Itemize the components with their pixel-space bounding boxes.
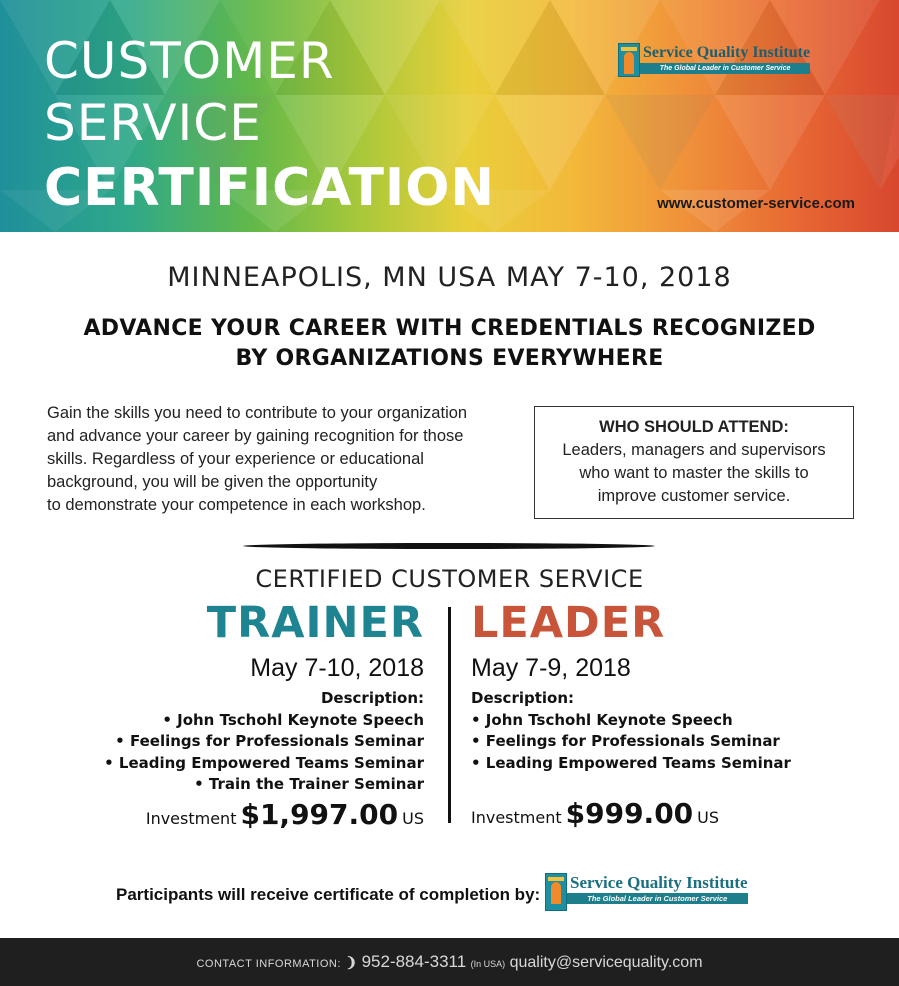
headline-line-2: BY ORGANIZATIONS EVERYWHERE <box>235 346 664 371</box>
email-link[interactable]: quality@servicequality.com <box>509 954 703 971</box>
list-item: • Feelings for Professionals Seminar <box>471 732 780 750</box>
intro-paragraph <box>47 402 507 517</box>
trainer-date: May 7-10, 2018 <box>250 654 424 682</box>
section-divider <box>243 543 655 549</box>
leader-date: May 7-9, 2018 <box>471 654 631 682</box>
headline-line-1: ADVANCE YOUR CAREER WITH CREDENTIALS RECOGNIZED <box>83 316 816 341</box>
certified-heading: CERTIFIED CUSTOMER SERVICE <box>255 565 644 593</box>
leader-description-label: Description: <box>471 689 575 707</box>
trainer-column <box>104 598 424 831</box>
website-link[interactable]: www.customer-service.com <box>657 195 855 212</box>
intro-line: and advance your career by gaining recognition for those <box>47 427 464 445</box>
leader-column <box>471 598 791 830</box>
archway-logo-icon <box>618 43 640 77</box>
list-item: • John Tschohl Keynote Speech <box>162 710 424 729</box>
intro-line: skills. Regardless of your experience or educational <box>47 450 424 468</box>
trainer-description-label: Description: <box>320 689 424 707</box>
list-item: • Leading Empowered Teams Seminar <box>471 753 791 772</box>
contact-footer <box>0 938 899 986</box>
intro-line: background, you will be given the opportunity <box>47 473 378 491</box>
investment-label: Investment <box>145 808 237 828</box>
sqi-logo-footer <box>545 873 748 911</box>
event-location-date: MINNEAPOLIS, MN USA MAY 7-10, 2018 <box>167 262 732 293</box>
headline <box>0 314 899 374</box>
investment-label: Investment <box>471 808 562 827</box>
attend-line: Leaders, managers and supervisors <box>562 441 826 459</box>
phone-region: (In USA) <box>470 959 506 969</box>
phone-number[interactable]: 952-884-3311 <box>361 952 467 971</box>
list-item: • Leading Empowered Teams Seminar <box>104 753 424 772</box>
logo-tagline: The Global Leader in Customer Service <box>567 893 748 904</box>
header-banner <box>0 0 899 232</box>
list-item: • John Tschohl Keynote Speech <box>471 710 733 729</box>
contact-label: CONTACT INFORMATION: <box>196 958 341 970</box>
leader-title: LEADER <box>471 598 666 648</box>
archway-logo-icon <box>545 873 567 911</box>
trainer-price: $1,997.00 <box>240 797 399 831</box>
attend-title: WHO SHOULD ATTEND: <box>599 418 789 436</box>
title-line-3: CERTIFICATION <box>44 158 495 218</box>
currency: US <box>697 808 720 827</box>
logo-tagline: The Global Leader in Customer Service <box>640 63 810 74</box>
column-divider <box>448 607 451 823</box>
attend-line: improve customer service. <box>597 487 791 505</box>
logo-name: Service Quality Institute <box>570 873 748 892</box>
sqi-logo-header <box>618 43 810 77</box>
leader-investment <box>471 797 791 830</box>
leader-items <box>471 710 791 775</box>
trainer-investment <box>104 798 424 831</box>
logo-name: Service Quality Institute <box>643 44 811 61</box>
trainer-items <box>104 710 424 796</box>
title-line-1: CUSTOMER <box>44 32 335 90</box>
list-item: • Feelings for Professionals Seminar <box>115 732 424 750</box>
trainer-title: TRAINER <box>206 598 424 648</box>
phone-icon: ❩ <box>345 954 358 970</box>
who-should-attend-box <box>534 406 854 519</box>
leader-price: $999.00 <box>565 797 694 830</box>
title-line-2: SERVICE <box>44 94 262 152</box>
intro-line: to demonstrate your competence in each workshop. <box>47 496 426 514</box>
participants-text: Participants will receive certificate of completion by: <box>116 885 541 904</box>
list-item: • Train the Trainer Seminar <box>194 775 424 793</box>
attend-line: who want to master the skills to <box>579 464 809 482</box>
currency: US <box>402 808 424 828</box>
intro-line: Gain the skills you need to contribute to your organization <box>47 404 468 422</box>
